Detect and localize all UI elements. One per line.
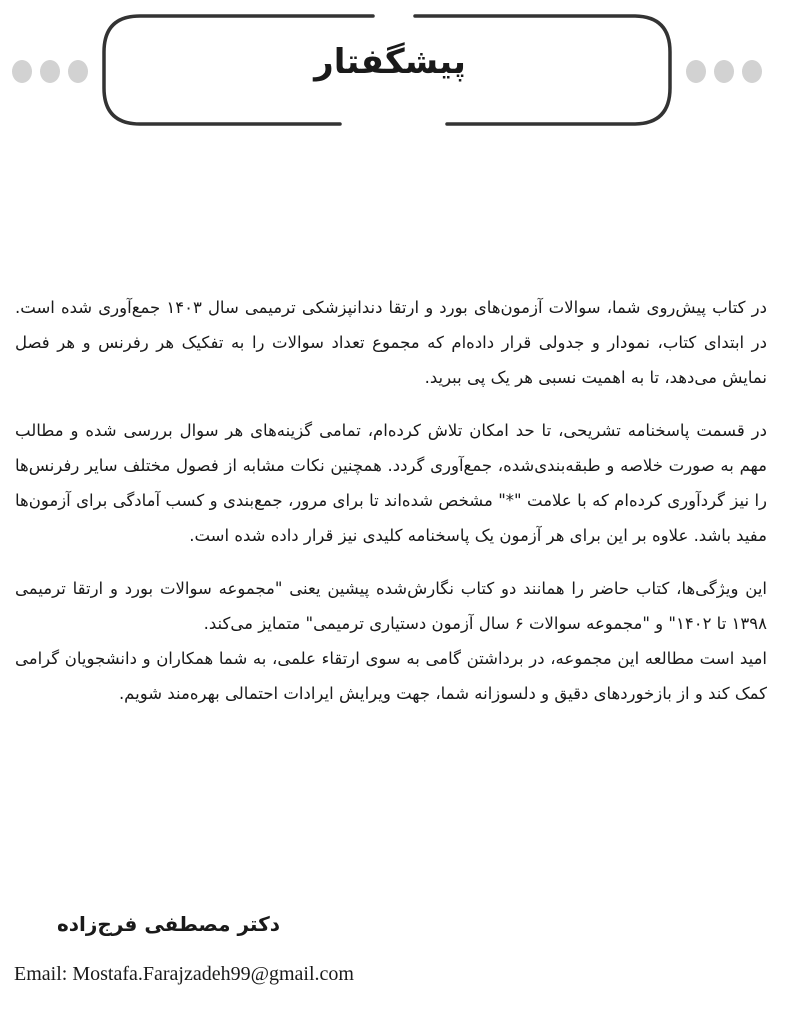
author-email[interactable]: Email: Mostafa.Farajzadeh99@gmail.com [14, 963, 354, 985]
preface-body [15, 290, 767, 729]
chapter-header [0, 0, 788, 140]
paragraph: در کتاب پیش‌روی شما، سوالات آزمون‌های بورد و ارتقا دندانپزشکی ترمیمی سال ۱۴۰۳ جمع‌آوری شده است. در ابتدای کتاب، نمودار و جدولی قرار داده‌ام که مجموع تعداد سوالات را به تفکیک هر رفرنس و هر فصل نمایش می‌دهد، تا به اهمیت نسبی هر یک پی ببرید. [15, 298, 767, 387]
paragraph: این ویژگی‌ها، کتاب حاضر را همانند دو کتاب نگارش‌شده پیشین یعنی "مجموعه سوالات بورد و ارتقا ترمیمی ۱۳۹۸ تا ۱۴۰۲" و "مجموعه سوالات ۶ سال آزمون دستیاری ترمیمی" متمایز می‌کند. [15, 579, 767, 633]
paragraph: در قسمت پاسخنامه تشریحی، تا حد امکان تلاش کرده‌ام، تمامی گزینه‌های هر سوال بررسی شده و مطالب مهم به صورت خلاصه و طبقه‌بندی‌شده، جمع‌آوری گردد. همچنین نکات مشابه از فصول مختلف سایر رفرنس‌ها را نیز گردآوری کرده‌ام که با علامت "*" مشخص شده‌اند تا برای مرور، جمع‌بندی و کسب آمادگی برای آزمون‌ها مفید باشد. علاوه بر این برای هر آزمون یک پاسخنامه کلیدی نیز قرار داده شده است. [15, 421, 767, 545]
paragraph: امید است مطالعه این مجموعه، در برداشتن گامی به سوی ارتقاء علمی، به شما همکاران و دانشجویان گرامی کمک کند و از بازخوردهای دقیق و دلسوزانه شما، جهت ویرایش ایرادات احتمالی بهره‌مند شویم. [15, 649, 767, 703]
page-title: پیشگفتار [314, 42, 466, 82]
author-name: دکتر مصطفی فرج‌زاده [56, 912, 280, 936]
